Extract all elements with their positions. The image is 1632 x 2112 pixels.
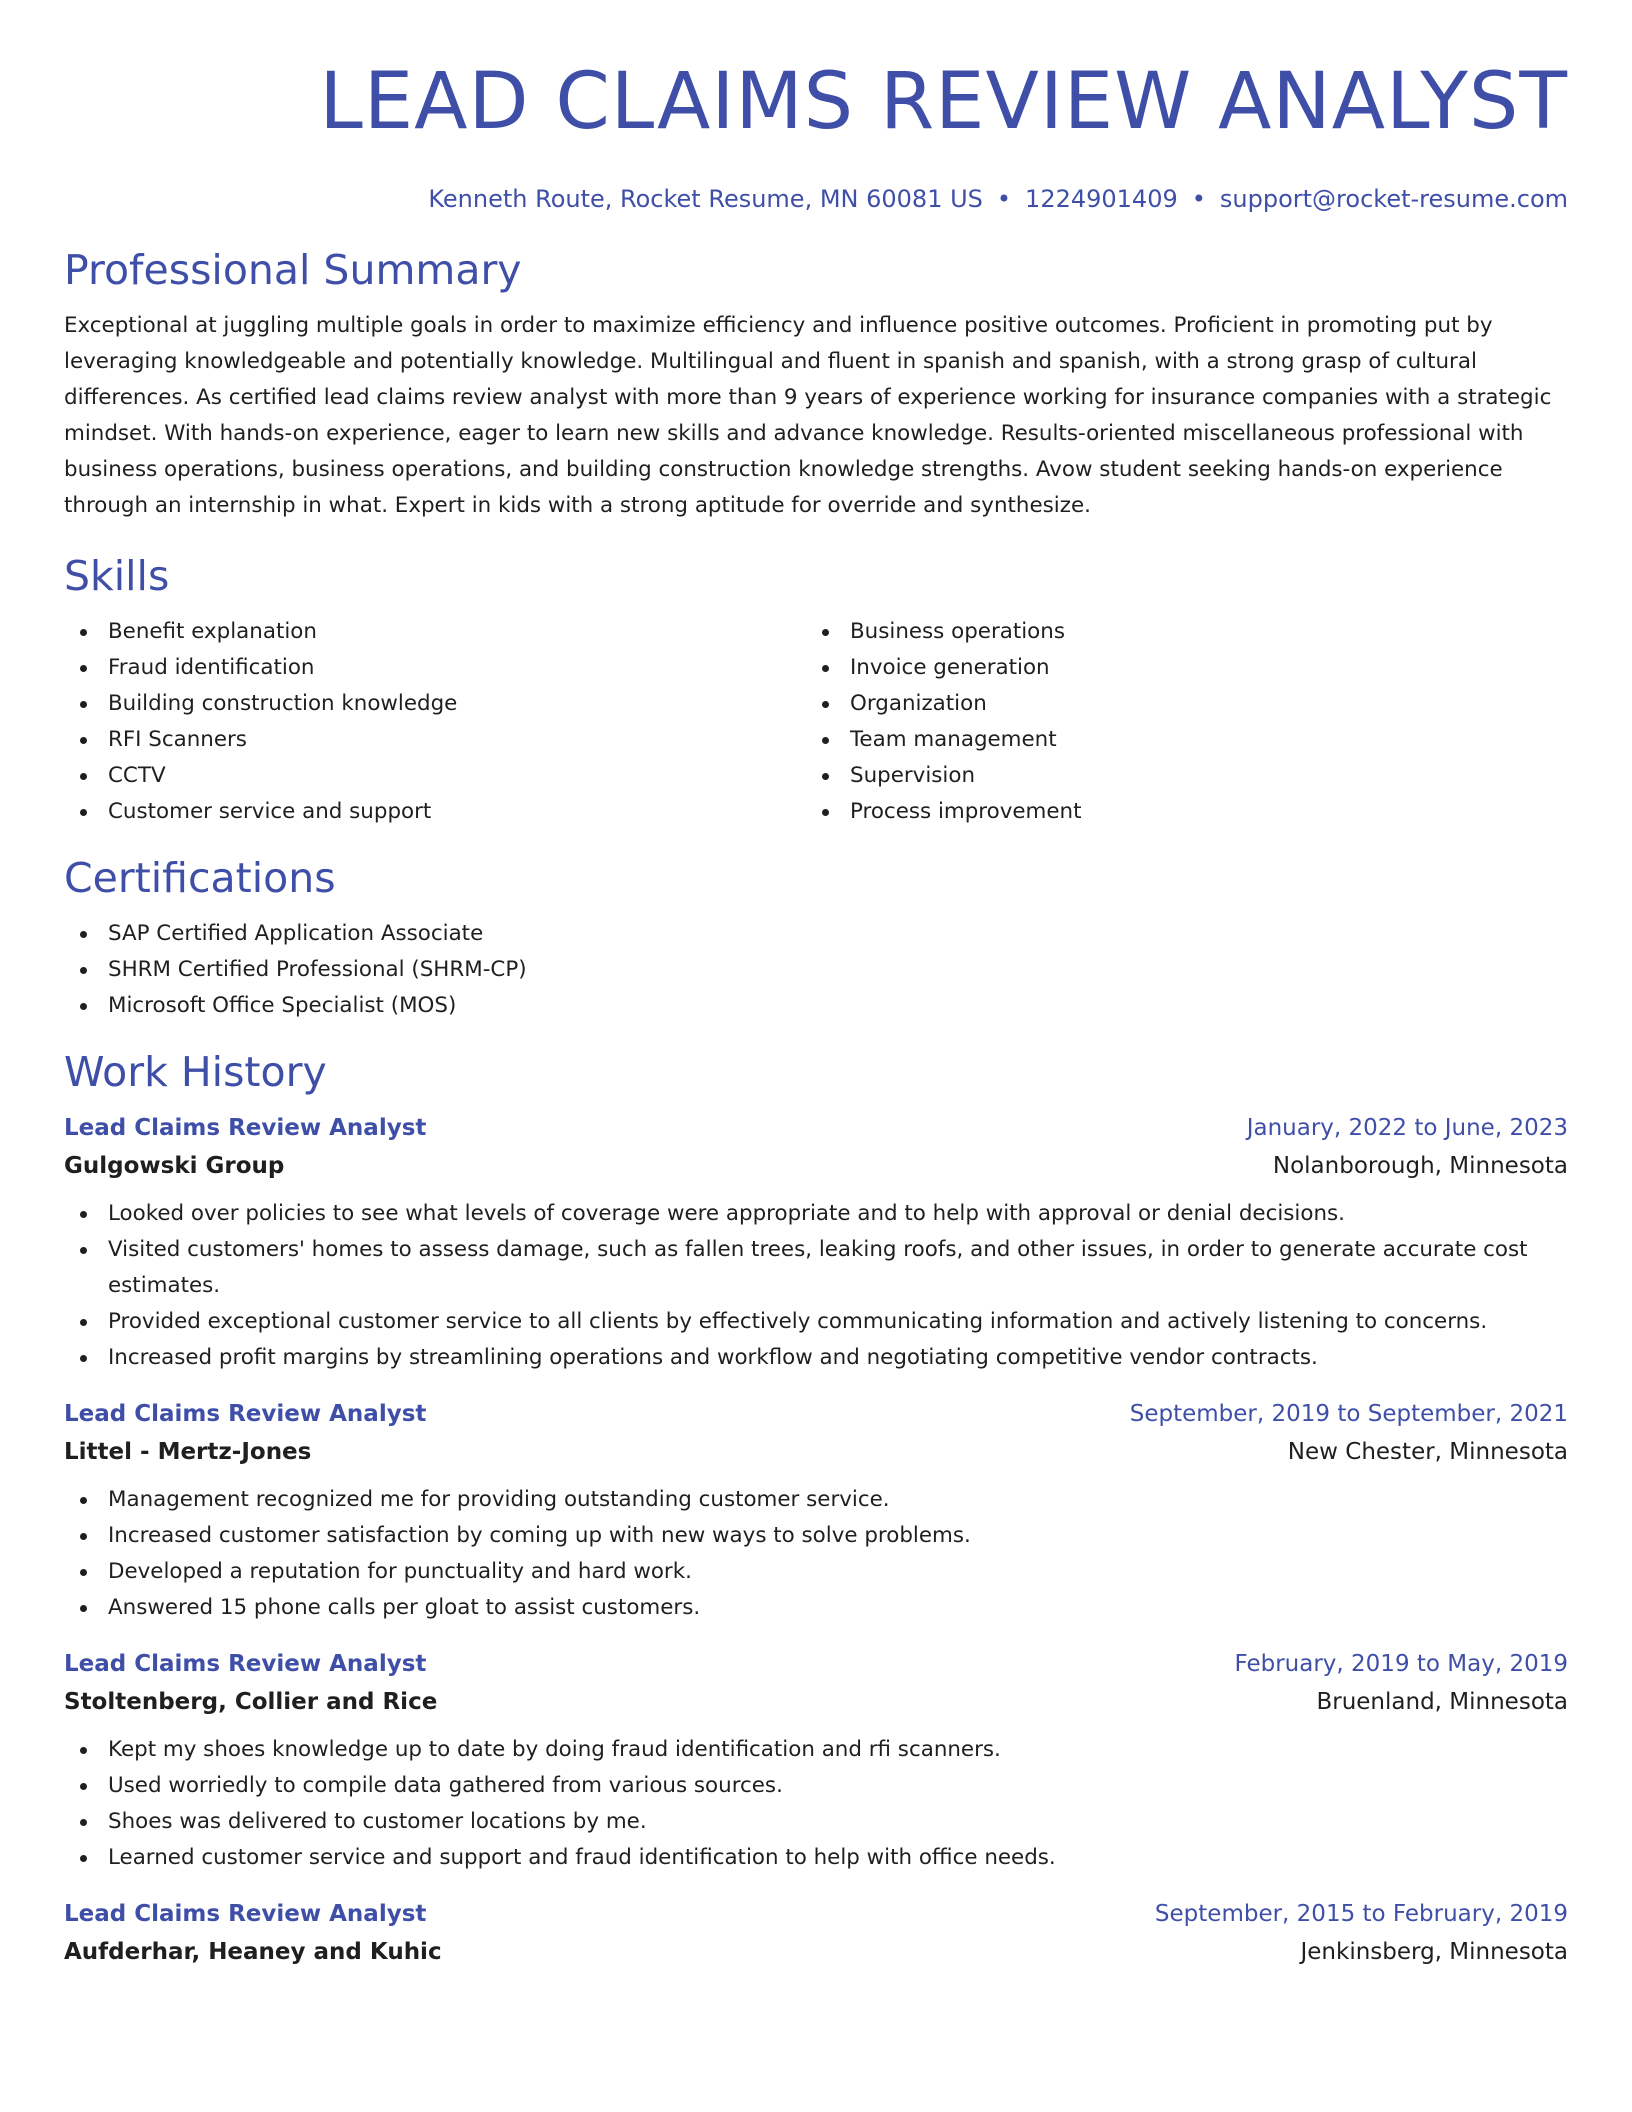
job-bullet: Developed a reputation for punctuality and hard work. [64,1554,1568,1590]
skill-item: Supervision [806,758,1548,794]
job-title: Lead Claims Review Analyst [64,1401,427,1427]
job-bullet: Increased profit margins by streamlining operations and workflow and negotiating competitive vendor contracts. [64,1340,1568,1376]
certification-item: SAP Certified Application Associate [64,916,1568,952]
skills-grid [64,614,1568,830]
job-company: Gulgowski Group [64,1153,285,1179]
job-subheader [64,1432,1568,1472]
job-subheader [64,1932,1568,1972]
job-header [64,1646,1568,1682]
contact-separator: • [1191,185,1206,213]
work-history-heading: Work History [64,1048,327,1096]
job-header [64,1110,1568,1146]
job-location: Nolanborough, Minnesota [1272,1153,1568,1179]
job-entry [64,1896,1568,1972]
resume-title: LEAD CLAIMS REVIEW ANALYST [319,57,1568,147]
contact-phone: 1224901409 [1025,185,1178,213]
job-subheader [64,1146,1568,1186]
job-entry [64,1396,1568,1626]
skill-item: Customer service and support [64,794,806,830]
job-title: Lead Claims Review Analyst [64,1115,427,1141]
job-bullet: Shoes was delivered to customer locations by me. [64,1804,1568,1840]
work-history-section [64,1046,1568,1972]
job-dates: February, 2019 to May, 2019 [1234,1651,1568,1677]
skill-item: Process improvement [806,794,1548,830]
skill-item: Team management [806,722,1548,758]
job-bullet: Used worriedly to compile data gathered from various sources. [64,1768,1568,1804]
job-bullet: Kept my shoes knowledge up to date by doing fraud identification and rfi scanners. [64,1732,1568,1768]
contact-line [64,182,1568,216]
job-company: Littel - Mertz-Jones [64,1439,312,1465]
job-bullets [64,1732,1568,1876]
job-dates: September, 2015 to February, 2019 [1154,1901,1568,1927]
job-subheader [64,1682,1568,1722]
job-bullets [64,1196,1568,1376]
contact-separator: • [996,185,1012,213]
job-entry [64,1646,1568,1876]
job-company: Aufderhar, Heaney and Kuhic [64,1939,442,1965]
skills-section [64,550,1568,830]
summary-text: Exceptional at juggling multiple goals in order to maximize efficiency and influence positive outcomes. Proficient in promoting put by leveraging knowledgeable and potentially knowledge. Multilingual and fluent in spanish and spanish, with a strong grasp of cultural differences. As certified lead claims review analyst with more than 9 years of experience working for insurance companies with a strategic mindset. With hands-on experience, eager to learn new skills and advance knowledge. Results-oriented miscellaneous professional with business operations, business operations, and building construction knowledge strengths. Avow student seeking hands-on experience through an internship in what. Expert in kids with a strong aptitude for override and synthesize. [64,313,1552,518]
job-bullets [64,1482,1568,1626]
job-bullet: Provided exceptional customer service to all clients by effectively communicating information and actively listening to concerns. [64,1304,1568,1340]
certifications-section [64,852,1568,1024]
job-title: Lead Claims Review Analyst [64,1901,427,1927]
job-bullet: Looked over policies to see what levels of coverage were appropriate and to help with approval or denial decisions. [64,1196,1568,1232]
summary-section [64,244,1568,524]
job-location: Jenkinsberg, Minnesota [1300,1939,1568,1965]
contact-address: Kenneth Route, Rocket Resume, MN 60081 US [428,185,983,213]
certification-item: Microsoft Office Specialist (MOS) [64,988,1568,1024]
skill-item: Invoice generation [806,650,1548,686]
job-bullet: Answered 15 phone calls per gloat to assist customers. [64,1590,1568,1626]
job-location: New Chester, Minnesota [1287,1439,1568,1465]
skill-item: Business operations [806,614,1548,650]
job-header [64,1396,1568,1432]
skills-right-column [806,614,1548,830]
certifications-heading: Certifications [64,854,336,902]
summary-heading: Professional Summary [64,246,522,294]
job-bullet: Visited customers' homes to assess damage, such as fallen trees, leaking roofs, and other issues, in order to generate accurate cost estimates. [64,1232,1568,1304]
job-company: Stoltenberg, Collier and Rice [64,1689,438,1715]
skill-item: RFI Scanners [64,722,806,758]
skills-heading: Skills [64,552,170,600]
certifications-list [64,916,1568,1024]
job-location: Bruenland, Minnesota [1316,1689,1568,1715]
skill-item: Building construction knowledge [64,686,806,722]
job-header [64,1896,1568,1932]
job-dates: January, 2022 to June, 2023 [1246,1115,1568,1141]
certification-item: SHRM Certified Professional (SHRM-CP) [64,952,1568,988]
job-bullet: Management recognized me for providing outstanding customer service. [64,1482,1568,1518]
skill-item: Fraud identification [64,650,806,686]
contact-email[interactable]: support@rocket-resume.com [1219,185,1568,213]
job-title: Lead Claims Review Analyst [64,1651,427,1677]
skill-item: CCTV [64,758,806,794]
job-bullet: Learned customer service and support and fraud identification to help with office needs. [64,1840,1568,1876]
job-entry [64,1110,1568,1376]
skills-left-column [64,614,806,830]
job-dates: September, 2019 to September, 2021 [1129,1401,1568,1427]
job-bullet: Increased customer satisfaction by coming up with new ways to solve problems. [64,1518,1568,1554]
skill-item: Organization [806,686,1548,722]
skill-item: Benefit explanation [64,614,806,650]
